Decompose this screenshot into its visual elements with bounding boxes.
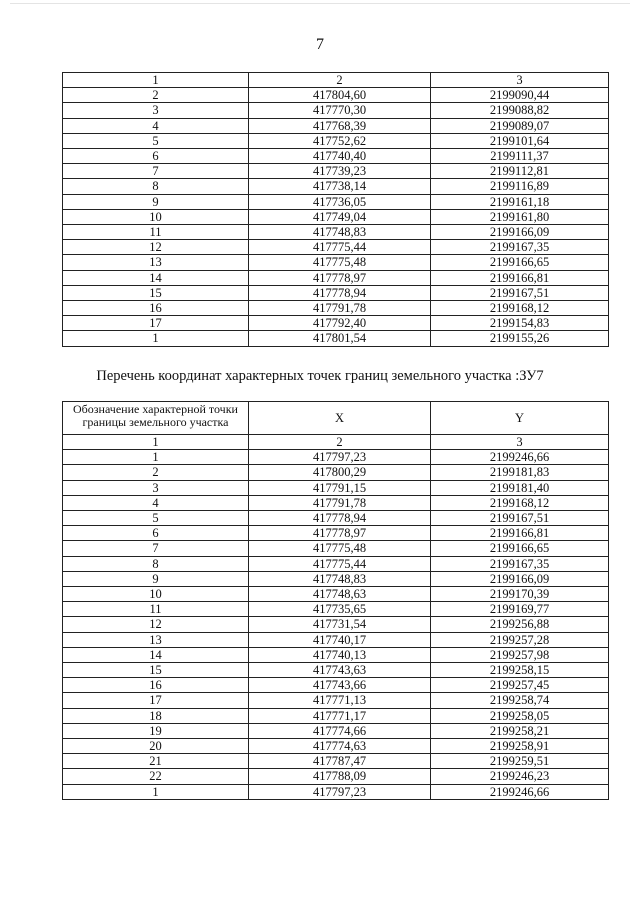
y-coordinate-cell: 2199258,91 — [431, 739, 609, 754]
header-row — [63, 402, 609, 435]
y-coordinate-cell: 2199258,74 — [431, 693, 609, 708]
point-number-cell: 16 — [63, 301, 249, 316]
point-number-cell: 10 — [63, 587, 249, 602]
y-coordinate-cell: 2199246,66 — [431, 450, 609, 465]
point-number-cell: 18 — [63, 708, 249, 723]
point-designation-header: Обозначение характерной точки границы земельного участка — [63, 402, 249, 435]
y-coordinate-cell: 2199116,89 — [431, 179, 609, 194]
y-coordinate-cell: 2199258,21 — [431, 723, 609, 738]
point-number-cell: 13 — [63, 255, 249, 270]
x-coordinate-cell: 417738,14 — [249, 179, 431, 194]
column-number-row — [63, 73, 609, 88]
table-row — [63, 495, 609, 510]
scan-edge-line — [10, 3, 630, 4]
point-number-cell: 11 — [63, 602, 249, 617]
table-row — [63, 587, 609, 602]
point-number-cell: 10 — [63, 209, 249, 224]
y-coordinate-cell: 2199161,80 — [431, 209, 609, 224]
table-row — [63, 149, 609, 164]
table-row — [63, 103, 609, 118]
table-row — [63, 118, 609, 133]
table-row — [63, 240, 609, 255]
table-row — [63, 480, 609, 495]
y-coordinate-cell: 2199112,81 — [431, 164, 609, 179]
x-coordinate-header: X — [249, 402, 431, 435]
point-number-cell: 16 — [63, 678, 249, 693]
column-number-cell: 1 — [63, 73, 249, 88]
table-row — [63, 194, 609, 209]
point-number-cell: 17 — [63, 693, 249, 708]
point-number-cell: 6 — [63, 149, 249, 164]
y-coordinate-header: Y — [431, 402, 609, 435]
x-coordinate-cell: 417775,44 — [249, 556, 431, 571]
y-coordinate-cell: 2199170,39 — [431, 587, 609, 602]
point-number-cell: 14 — [63, 647, 249, 662]
point-number-cell: 11 — [63, 225, 249, 240]
y-coordinate-cell: 2199161,18 — [431, 194, 609, 209]
x-coordinate-cell: 417787,47 — [249, 754, 431, 769]
point-number-cell: 13 — [63, 632, 249, 647]
point-number-cell: 5 — [63, 511, 249, 526]
point-number-cell: 14 — [63, 270, 249, 285]
x-coordinate-cell: 417775,48 — [249, 255, 431, 270]
table-row — [63, 754, 609, 769]
x-coordinate-cell: 417774,63 — [249, 739, 431, 754]
x-coordinate-cell: 417743,66 — [249, 678, 431, 693]
point-number-cell: 22 — [63, 769, 249, 784]
y-coordinate-cell: 2199258,05 — [431, 708, 609, 723]
y-coordinate-cell: 2199101,64 — [431, 133, 609, 148]
y-coordinate-cell: 2199181,40 — [431, 480, 609, 495]
table-row — [63, 708, 609, 723]
table-row — [63, 511, 609, 526]
y-coordinate-cell: 2199168,12 — [431, 301, 609, 316]
table-row — [63, 784, 609, 799]
x-coordinate-cell: 417788,09 — [249, 769, 431, 784]
table-row — [63, 331, 609, 346]
table-row — [63, 88, 609, 103]
x-coordinate-cell: 417748,83 — [249, 225, 431, 240]
column-number-cell: 3 — [431, 435, 609, 450]
table-row — [63, 255, 609, 270]
x-coordinate-cell: 417791,15 — [249, 480, 431, 495]
x-coordinate-cell: 417775,48 — [249, 541, 431, 556]
y-coordinate-cell: 2199111,37 — [431, 149, 609, 164]
x-coordinate-cell: 417801,54 — [249, 331, 431, 346]
y-coordinate-cell: 2199166,81 — [431, 270, 609, 285]
table-row — [63, 301, 609, 316]
x-coordinate-cell: 417736,05 — [249, 194, 431, 209]
table-row — [63, 693, 609, 708]
x-coordinate-cell: 417749,04 — [249, 209, 431, 224]
y-coordinate-cell: 2199256,88 — [431, 617, 609, 632]
point-number-cell: 12 — [63, 617, 249, 632]
point-number-cell: 9 — [63, 194, 249, 209]
point-number-cell: 1 — [63, 450, 249, 465]
y-coordinate-cell: 2199166,65 — [431, 541, 609, 556]
y-coordinate-cell: 2199257,28 — [431, 632, 609, 647]
x-coordinate-cell: 417778,97 — [249, 270, 431, 285]
y-coordinate-cell: 2199181,83 — [431, 465, 609, 480]
point-number-cell: 12 — [63, 240, 249, 255]
y-coordinate-cell: 2199167,51 — [431, 285, 609, 300]
y-coordinate-cell: 2199257,98 — [431, 647, 609, 662]
point-number-cell: 3 — [63, 103, 249, 118]
y-coordinate-cell: 2199089,07 — [431, 118, 609, 133]
coordinates-table-continued — [62, 72, 609, 347]
point-number-cell: 1 — [63, 784, 249, 799]
x-coordinate-cell: 417748,63 — [249, 587, 431, 602]
x-coordinate-cell: 417791,78 — [249, 495, 431, 510]
point-number-cell: 21 — [63, 754, 249, 769]
table-row — [63, 647, 609, 662]
table-row — [63, 526, 609, 541]
x-coordinate-cell: 417800,29 — [249, 465, 431, 480]
table-row — [63, 632, 609, 647]
point-number-cell: 5 — [63, 133, 249, 148]
point-number-cell: 8 — [63, 556, 249, 571]
x-coordinate-cell: 417804,60 — [249, 88, 431, 103]
table-row — [63, 316, 609, 331]
x-coordinate-cell: 417743,63 — [249, 663, 431, 678]
y-coordinate-cell: 2199154,83 — [431, 316, 609, 331]
y-coordinate-cell: 2199166,81 — [431, 526, 609, 541]
y-coordinate-cell: 2199259,51 — [431, 754, 609, 769]
column-number-cell: 2 — [249, 73, 431, 88]
x-coordinate-cell: 417731,54 — [249, 617, 431, 632]
x-coordinate-cell: 417797,23 — [249, 450, 431, 465]
table-row — [63, 723, 609, 738]
y-coordinate-cell: 2199155,26 — [431, 331, 609, 346]
table-row — [63, 285, 609, 300]
y-coordinate-cell: 2199246,23 — [431, 769, 609, 784]
table-row — [63, 602, 609, 617]
table-row — [63, 678, 609, 693]
y-coordinate-cell: 2199169,77 — [431, 602, 609, 617]
y-coordinate-cell: 2199167,35 — [431, 240, 609, 255]
y-coordinate-cell: 2199166,09 — [431, 571, 609, 586]
point-number-cell: 15 — [63, 663, 249, 678]
y-coordinate-cell: 2199166,09 — [431, 225, 609, 240]
point-number-cell: 9 — [63, 571, 249, 586]
table-row — [63, 739, 609, 754]
table-row — [63, 663, 609, 678]
table-row — [63, 465, 609, 480]
x-coordinate-cell: 417739,23 — [249, 164, 431, 179]
x-coordinate-cell: 417740,13 — [249, 647, 431, 662]
x-coordinate-cell: 417775,44 — [249, 240, 431, 255]
y-coordinate-cell: 2199166,65 — [431, 255, 609, 270]
table-row — [63, 270, 609, 285]
table-row — [63, 617, 609, 632]
y-coordinate-cell: 2199090,44 — [431, 88, 609, 103]
table-row — [63, 571, 609, 586]
x-coordinate-cell: 417778,97 — [249, 526, 431, 541]
point-number-cell: 15 — [63, 285, 249, 300]
table-row — [63, 179, 609, 194]
x-coordinate-cell: 417768,39 — [249, 118, 431, 133]
table-row — [63, 556, 609, 571]
point-number-cell: 7 — [63, 541, 249, 556]
point-number-cell: 1 — [63, 331, 249, 346]
point-number-cell: 2 — [63, 88, 249, 103]
table-row — [63, 225, 609, 240]
table-row — [63, 541, 609, 556]
x-coordinate-cell: 417791,78 — [249, 301, 431, 316]
point-number-cell: 7 — [63, 164, 249, 179]
x-coordinate-cell: 417771,13 — [249, 693, 431, 708]
x-coordinate-cell: 417774,66 — [249, 723, 431, 738]
section-title: Перечень координат характерных точек границ земельного участка :ЗУ7 — [96, 368, 544, 384]
column-number-row — [63, 435, 609, 450]
x-coordinate-cell: 417797,23 — [249, 784, 431, 799]
column-number-cell: 3 — [431, 73, 609, 88]
table-row — [63, 209, 609, 224]
y-coordinate-cell: 2199258,15 — [431, 663, 609, 678]
x-coordinate-cell: 417771,17 — [249, 708, 431, 723]
point-number-cell: 20 — [63, 739, 249, 754]
x-coordinate-cell: 417752,62 — [249, 133, 431, 148]
y-coordinate-cell: 2199167,51 — [431, 511, 609, 526]
point-number-cell: 3 — [63, 480, 249, 495]
y-coordinate-cell: 2199257,45 — [431, 678, 609, 693]
point-number-cell: 6 — [63, 526, 249, 541]
x-coordinate-cell: 417735,65 — [249, 602, 431, 617]
x-coordinate-cell: 417778,94 — [249, 511, 431, 526]
point-number-cell: 4 — [63, 118, 249, 133]
column-number-cell: 1 — [63, 435, 249, 450]
y-coordinate-cell: 2199168,12 — [431, 495, 609, 510]
table-row — [63, 450, 609, 465]
y-coordinate-cell: 2199167,35 — [431, 556, 609, 571]
column-number-cell: 2 — [249, 435, 431, 450]
table-row — [63, 769, 609, 784]
coordinates-table-body — [63, 450, 609, 800]
coordinates-table-body — [63, 88, 609, 346]
coordinates-table-zu7 — [62, 401, 609, 800]
x-coordinate-cell: 417792,40 — [249, 316, 431, 331]
page-number: 7 — [316, 36, 324, 53]
x-coordinate-cell: 417778,94 — [249, 285, 431, 300]
x-coordinate-cell: 417740,40 — [249, 149, 431, 164]
y-coordinate-cell: 2199246,66 — [431, 784, 609, 799]
point-number-cell: 17 — [63, 316, 249, 331]
point-number-cell: 8 — [63, 179, 249, 194]
x-coordinate-cell: 417748,83 — [249, 571, 431, 586]
table-row — [63, 133, 609, 148]
x-coordinate-cell: 417740,17 — [249, 632, 431, 647]
x-coordinate-cell: 417770,30 — [249, 103, 431, 118]
point-number-cell: 2 — [63, 465, 249, 480]
table-row — [63, 164, 609, 179]
y-coordinate-cell: 2199088,82 — [431, 103, 609, 118]
point-number-cell: 4 — [63, 495, 249, 510]
point-number-cell: 19 — [63, 723, 249, 738]
